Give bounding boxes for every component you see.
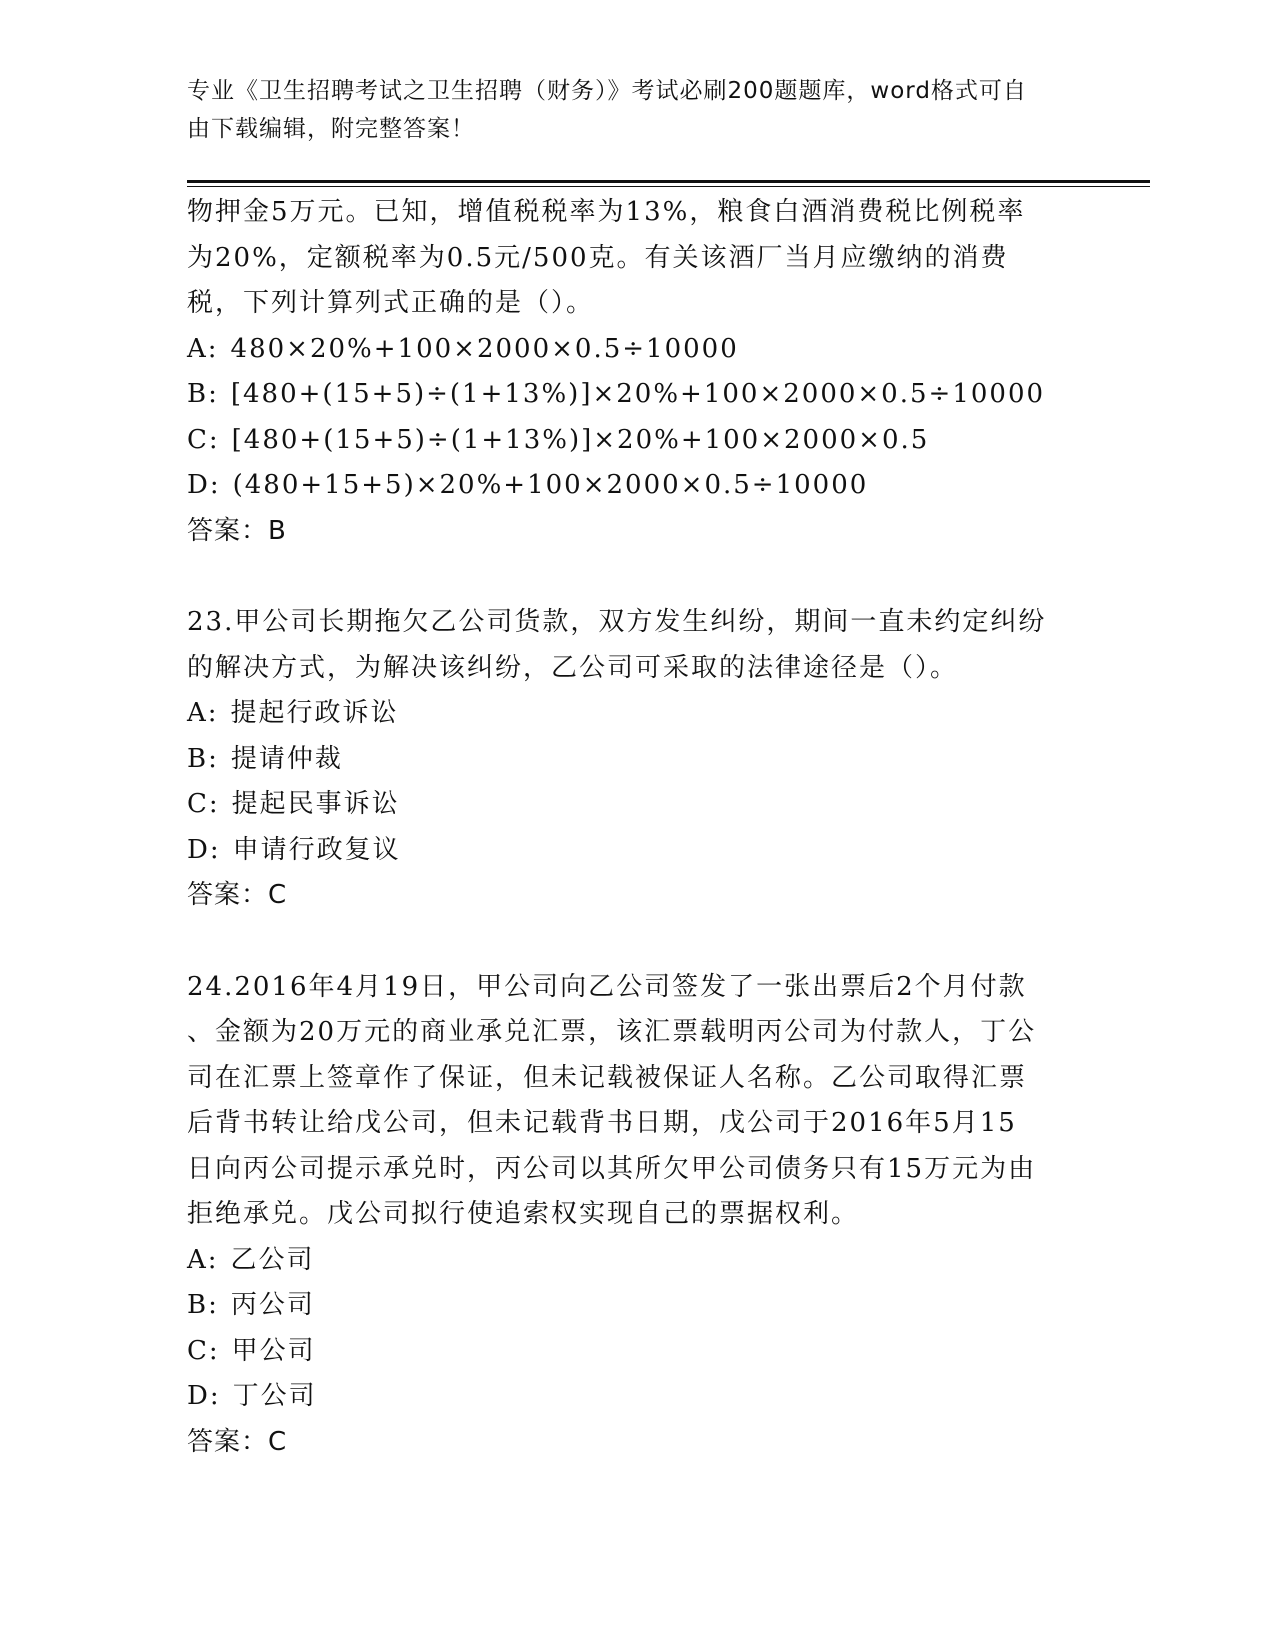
document-header — [187, 72, 1087, 148]
answer-line: 答案：C — [187, 880, 288, 910]
question-stem-line: 、金额为20万元的商业承兑汇票，该汇票载明丙公司为付款人，丁公 — [187, 1017, 1037, 1047]
header-line-2: 由下载编辑，附完整答案！ — [187, 116, 475, 142]
option-text: 提起民事诉讼 — [231, 789, 400, 819]
question-24 — [187, 965, 1087, 1466]
option-b — [187, 1283, 1087, 1329]
option-label: B: — [187, 379, 219, 409]
question-stem-line: 拒绝承兑。戊公司拟行使追索权实现自己的票据权利。 — [187, 1199, 860, 1229]
answer-line: 答案：B — [187, 515, 287, 546]
spacer — [187, 919, 1087, 965]
question-23 — [187, 600, 1087, 919]
question-stem-line: 23.甲公司长期拖欠乙公司货款，双方发生纠纷，期间一直未约定纠纷 — [187, 607, 1047, 637]
option-text: 甲公司 — [231, 1335, 316, 1366]
option-c — [187, 418, 1087, 464]
option-label: B: — [187, 1290, 219, 1320]
option-label: A: — [187, 1244, 219, 1275]
question-stem-line: 为20%，定额税率为0.5元/500克。有关该酒厂当月应缴纳的消费 — [187, 242, 1009, 273]
header-divider-thin — [187, 186, 1150, 187]
question-stem-line: 24.2016年4月19日，甲公司向乙公司签发了一张出票后2个月付款 — [187, 971, 1027, 1002]
question-stem-line: 的解决方式，为解决该纠纷，乙公司可采取的法律途径是（）。 — [187, 652, 959, 683]
option-text: 丁公司 — [232, 1381, 317, 1411]
option-text: 乙公司 — [230, 1244, 315, 1275]
option-label: C: — [187, 789, 220, 819]
answer-line: 答案：C — [187, 1426, 288, 1457]
option-text: 丙公司 — [230, 1290, 315, 1320]
option-b — [187, 372, 1087, 418]
option-label: C: — [187, 1335, 220, 1366]
question-stem-line: 司在汇票上签章作了保证，但未记载被保证人名称。乙公司取得汇票 — [187, 1062, 1028, 1093]
option-a — [187, 691, 1087, 737]
option-text: (480+15+5)×20%+100×2000×0.5÷10000 — [232, 470, 869, 500]
question-stem-line: 后背书转让给戊公司，但未记载背书日期，戊公司于2016年5月15 — [187, 1108, 1017, 1138]
option-text: [480+(15+5)÷(1+13%)]×20%+100×2000×0.5÷10000 — [230, 379, 1046, 409]
question-stem-line: 物押金5万元。已知，增值税税率为13%，粮食白酒消费税比例税率 — [187, 197, 1026, 227]
option-label: A: — [187, 698, 219, 728]
option-text: 提起行政诉讼 — [230, 698, 399, 728]
question-stem-line: 税，下列计算列式正确的是（）。 — [187, 288, 595, 318]
header-divider-thick — [187, 180, 1150, 183]
question-stem-line: 日向丙公司提示承兑时，丙公司以其所欠甲公司债务只有15万元为由 — [187, 1153, 1037, 1184]
option-label: C: — [187, 424, 220, 455]
question-22 — [187, 190, 1087, 554]
option-c — [187, 782, 1087, 828]
option-d — [187, 1374, 1087, 1420]
option-a — [187, 1238, 1087, 1284]
header-line-1: 专业《卫生招聘考试之卫生招聘（财务）》考试必刷200题题库，word格式可自 — [187, 78, 1027, 104]
document-body — [187, 190, 1087, 1465]
option-text: 申请行政复议 — [232, 834, 401, 865]
option-label: D: — [187, 1381, 221, 1411]
option-d — [187, 828, 1087, 874]
option-label: D: — [187, 470, 221, 500]
option-b — [187, 737, 1087, 783]
option-label: B: — [187, 743, 219, 774]
option-text: 480×20%+100×2000×0.5÷10000 — [230, 333, 739, 364]
spacer — [187, 554, 1087, 600]
option-label: D: — [187, 834, 221, 865]
option-c — [187, 1329, 1087, 1375]
option-text: [480+(15+5)÷(1+13%)]×20%+100×2000×0.5 — [231, 424, 930, 455]
option-d — [187, 463, 1087, 509]
option-text: 提请仲裁 — [230, 743, 343, 774]
option-label: A: — [187, 333, 219, 364]
option-a — [187, 327, 1087, 373]
